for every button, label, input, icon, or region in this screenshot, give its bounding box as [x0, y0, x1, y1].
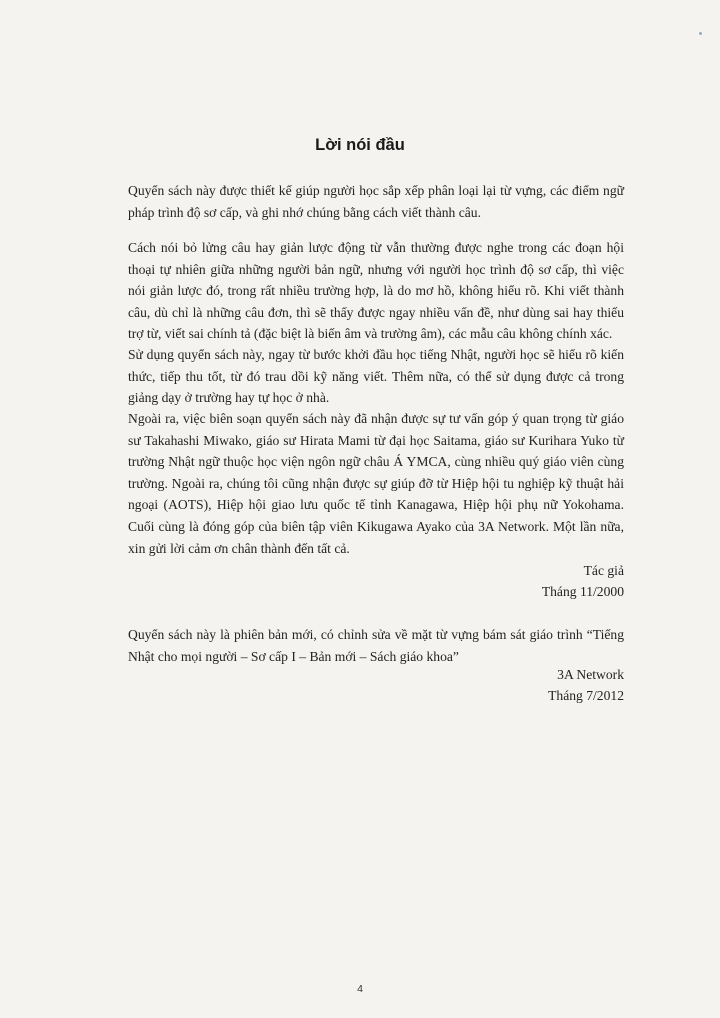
page-number: 4: [357, 983, 363, 995]
signature-author: Tác giả: [583, 563, 624, 578]
signature-block-publisher: [548, 664, 624, 706]
edition-note: [128, 624, 624, 667]
edition-note-text: Quyển sách này là phiên bản mới, có chỉnh sửa về mặt từ vựng bám sát giáo trình “Tiếng Nhật cho mọi người – Sơ cấp I – Bản mới – Sách giáo khoa”: [128, 627, 624, 664]
page-title: Lời nói đầu: [315, 136, 405, 154]
paragraph-text: Ngoài ra, việc biên soạn quyển sách này đã nhận được sự tư vấn góp ý quan trọng từ giáo sư Takahashi Miwako, giáo sư Hirata Mami từ đại học Saitama, giáo sư Kurihara Yuko từ trường Nhật ngữ thuộc học viện ngôn ngữ châu Á YMCA, cùng nhiều quý giáo viên cùng trường. Ngoài ra, chúng tôi cũng nhận được sự giúp đỡ từ Hiệp hội tu nghiệp kỹ thuật hải ngoại (AOTS), Hiệp hội giao lưu quốc tế tỉnh Kanagawa, Hiệp hội phụ nữ Yokohama. Cuối cùng là đóng góp của biên tập viên Kikugawa Ayako của 3A Network. Một lần nữa, xin gửi lời cảm ơn chân thành đến tất cả.: [128, 411, 624, 556]
signature-date: Tháng 11/2000: [541, 584, 624, 599]
scan-dot: [699, 32, 702, 35]
signature-block-author: [542, 560, 624, 602]
paragraph-text: Cách nói bỏ lửng câu hay giản lược động từ vẫn thường được nghe trong các đoạn hội thoại tự nhiên giữa những người bản ngữ, nhưng với người học trình độ sơ cấp, thì việc nói giản lược đó, trong rất nhiều trường hợp, là do mơ hồ, không hiểu rõ. Khi viết thành câu, dù chỉ là những câu đơn, thì sẽ thấy được ngay nhiều vấn đề, như dùng sai hay thiếu trợ từ, viết sai chính tả (đặc biệt là biến âm và trường âm), các mẫu câu không chính xác.: [128, 240, 624, 342]
paragraph-4: [128, 408, 624, 559]
signature-author: 3A Network: [557, 667, 624, 682]
paragraph-text: Sử dụng quyển sách này, ngay từ bước khởi đầu học tiếng Nhật, người học sẽ hiểu rõ kiến thức, tiếp thu tốt, từ đó trau dồi kỹ năng viết. Thêm nữa, có thể sử dụng được cả trong giảng dạy ở trường hay tự học ở nhà.: [128, 347, 624, 406]
paragraph-text: Quyển sách này được thiết kế giúp người học sắp xếp phân loại lại từ vựng, các điểm ngữ pháp trình độ sơ cấp, và ghi nhớ chúng bằng cách viết thành câu.: [128, 183, 624, 220]
signature-date: Tháng 7/2012: [548, 688, 624, 703]
paragraph-3: [128, 344, 624, 409]
paragraph-2: [128, 237, 624, 345]
paragraph-1: [128, 180, 624, 223]
